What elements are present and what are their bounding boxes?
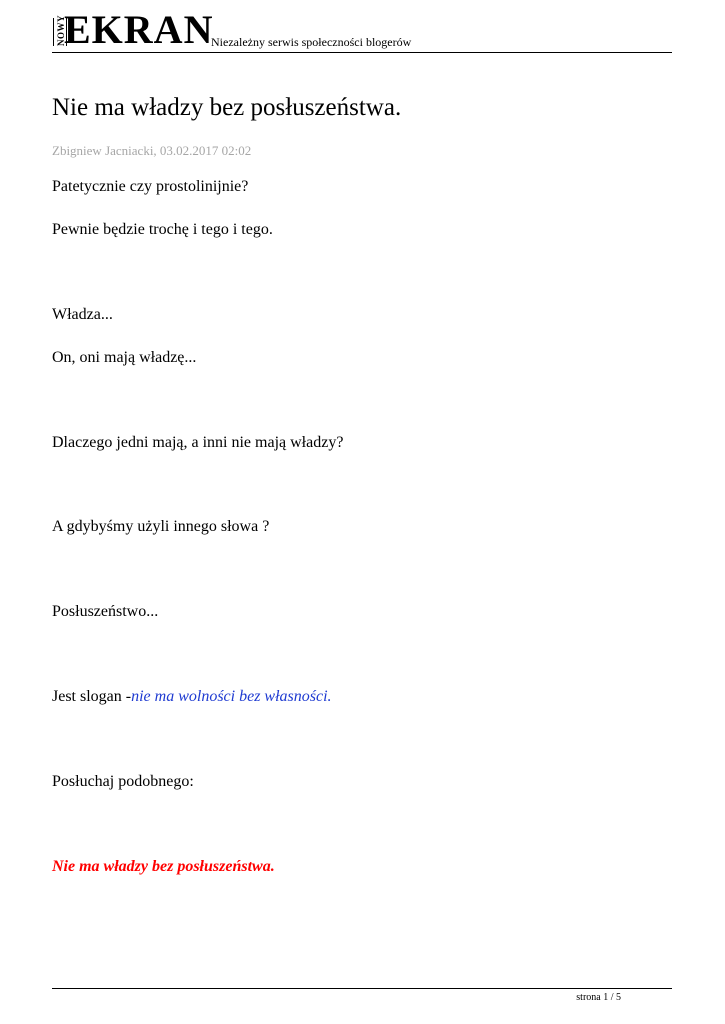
paragraph: Posłuchaj podobnego: [52, 773, 194, 790]
paragraph: Pewnie będzie trochę i tego i tego. [52, 221, 273, 238]
paragraph: Posłuszeństwo... [52, 603, 159, 620]
footer-divider [52, 988, 672, 989]
paragraph: On, oni mają władzę... [52, 349, 197, 366]
slogan-suffix: . [327, 688, 332, 705]
paragraph: Dlaczego jedni mają, a inni nie mają władzy? [52, 434, 344, 451]
paragraph: Patetycznie czy prostolinijnie? [52, 178, 249, 195]
page-header [52, 7, 672, 54]
logo-wordmark: EKRAN [64, 7, 214, 52]
header-divider [52, 52, 672, 53]
slogan-paragraph [52, 687, 332, 707]
slogan-prefix: Jest slogan - [52, 688, 132, 705]
site-tagline: Niezależny serwis społeczności blogerów [211, 35, 412, 49]
page-number: strona 1 / 5 [576, 992, 621, 1003]
paragraph: A gdybyśmy użyli innego słowa ? [52, 518, 270, 535]
slogan-link[interactable]: nie ma wolności bez własności [131, 688, 328, 705]
logo-nowy-mark: NOWY [53, 18, 67, 46]
closing-statement: Nie ma władzy bez posłuszeństwa. [52, 858, 275, 875]
paragraph: Władza... [52, 306, 113, 323]
article-meta: Zbigniew Jacniacki, 03.02.2017 02:02 [52, 143, 252, 158]
article-title: Nie ma władzy bez posłuszeństwa. [52, 94, 402, 121]
